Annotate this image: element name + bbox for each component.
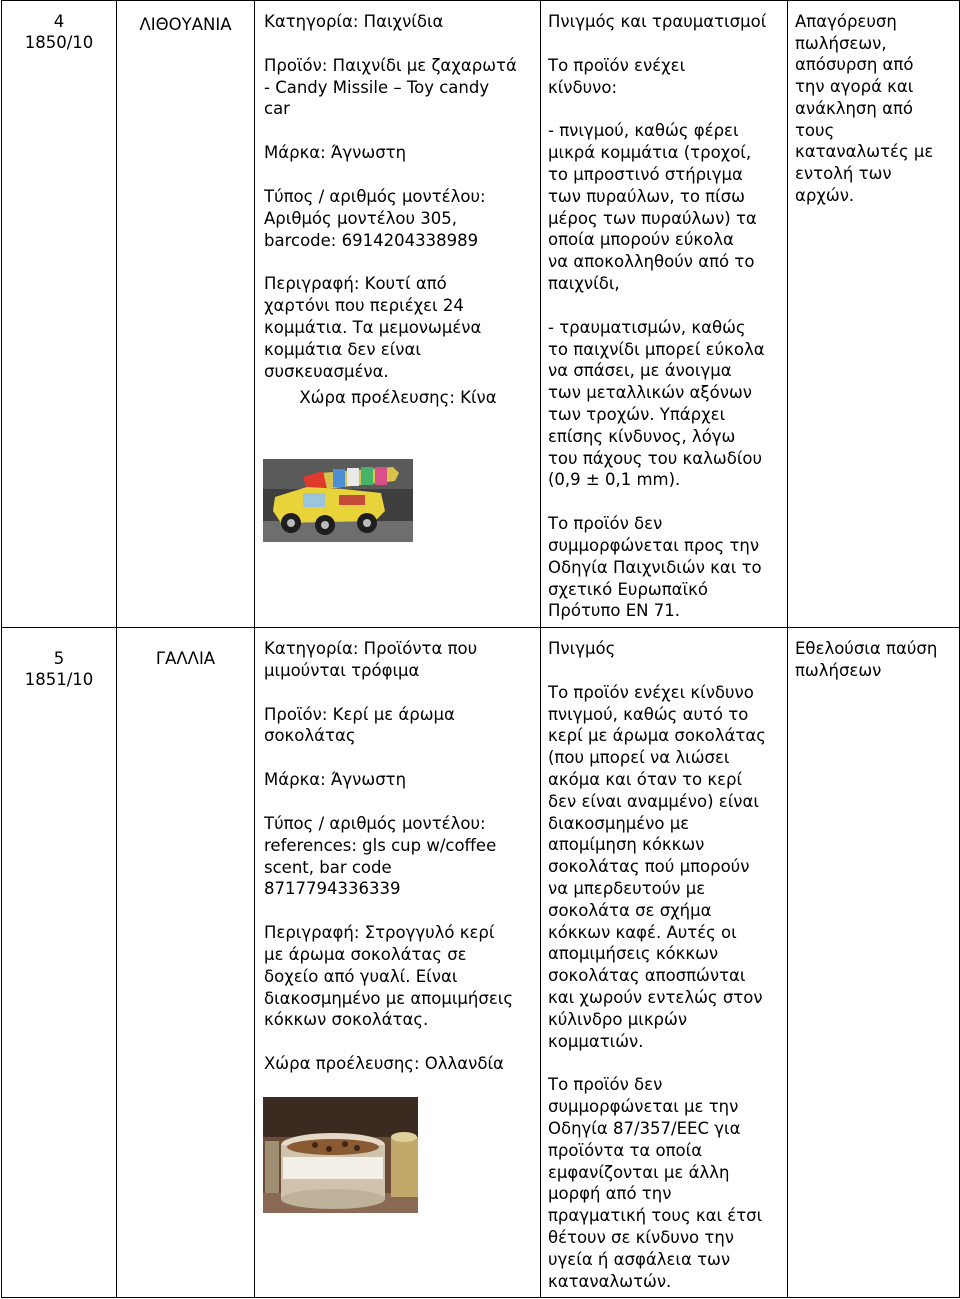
product-brand: Μάρκα: Άγνωστη — [264, 770, 407, 790]
risk-description: Το προϊόν ενέχει κίνδυνο πνιγμού, καθώς αυτό το κερί με άρωμα σοκολάτας (που μπορεί να λιώσει ακόμα και όταν το κερί δεν είναι αναμμένο) είναι διακοσμημένο με απομίμηση κόκκων σοκολάτας πού μπορούν να μπερδευτούν με σοκολάτα σε σχήμα κόκκων καφέ. Αυτές οι απομιμήσεις κόκκων σοκολάτας αποσπώνται και χωρούν εντελώς στον κύλινδρο μικρών κομματιών. — [548, 682, 766, 1051]
notifying-country-cell — [117, 628, 255, 1298]
product-category: Κατηγορία: Παιχνίδια — [264, 12, 444, 31]
notifying-country: ΛΙΘΟΥΑΝΙΑ — [139, 15, 232, 34]
measures-cell — [788, 628, 960, 1298]
table-row — [2, 628, 960, 1298]
risk-type: Πνιγμός και τραυματισμοί — [548, 12, 767, 31]
risk-type: Πνιγμός — [548, 639, 616, 658]
product-photo-toy-candy-car — [263, 459, 413, 542]
notifying-country: ΓΑΛΛΙΑ — [155, 649, 216, 668]
product-description: Περιγραφή: Κουτί από χαρτόνι που περιέχει 24 κομμάτια. Τα μεμονωμένα κομμάτια δεν είναι συσκευασμένα. — [264, 274, 482, 381]
risk-compliance: Το προϊόν δεν συμμορφώνεται με την Οδηγία 87/357/ΕΕC για προϊόντα τα οποία εμφανίζονται με άλλη μορφή από την πραγματική τους και έτσι θέτουν σε κίνδυνο την υγεία ή ασφάλεια των καταναλωτών. — [548, 1075, 763, 1291]
product-brand: Μάρκα: Άγνωστη — [264, 143, 407, 163]
measures-cell — [788, 1, 960, 628]
notifying-country-cell — [117, 1, 255, 628]
risk-cell — [541, 1, 788, 628]
product-cell — [255, 1, 541, 628]
notification-number: 5 — [53, 649, 65, 668]
risk-description: Το προϊόν ενέχει κίνδυνο: — [548, 55, 686, 97]
notification-reference: 1851/10 — [24, 670, 94, 689]
notification-number-cell — [2, 1, 117, 628]
notifications-table — [1, 0, 960, 1298]
product-model: Τύπος / αριθμός μοντέλου: Αριθμός μοντέλου 305, barcode: 6914204338989 — [264, 186, 486, 250]
product-cell — [255, 628, 541, 1298]
table-row — [2, 1, 960, 628]
risk-cell — [541, 628, 788, 1298]
product-description: Περιγραφή: Στρογγυλό κερί με άρωμα σοκολάτας σε δοχείο από γυαλί. Είναι διακοσμημένο με απομιμήσεις κόκκων σοκολάτας. — [264, 923, 514, 1030]
product-name: Προϊόν: Παιχνίδι με ζαχαρωτά - Candy Missile – Toy candy car — [264, 55, 517, 119]
notification-number-cell — [2, 628, 117, 1298]
measures-taken: Εθελούσια παύση πωλήσεων — [795, 639, 938, 680]
risk-description: - τραυματισμών, καθώς το παιχνίδι μπορεί εύκολα να σπάσει, με άνοιγμα των μεταλλικών αξόνων των τροχών. Υπάρχει επίσης κίνδυνος, λόγω του πάχους του καλωδίου (0,9 ± 0,1 mm). — [548, 317, 765, 490]
measures-taken: Απαγόρευση πωλήσεων, απόσυρση από την αγορά και ανάκληση από τους καταναλωτές με εντολή των αρχών. — [795, 12, 934, 205]
product-model: Τύπος / αριθμός μοντέλου: references: gls cup w/coffee scent, bar code 8717794336339 — [264, 813, 497, 899]
product-name: Προϊόν: Κερί με άρωμα σοκολάτας — [264, 704, 455, 746]
risk-description: - πνιγμού, καθώς φέρει μικρά κομμάτια (τροχοί, το μπροστινό στήριγμα των πυραύλων, το πίσω μέρος των πυραύλων) τα οποία μπορούν εύκολα να αποκολληθούν από το παιχνίδι, — [548, 121, 757, 293]
notification-reference: 1850/10 — [24, 33, 94, 52]
notification-number: 4 — [53, 12, 65, 31]
product-origin: Χώρα προέλευσης: Κίνα — [299, 388, 497, 408]
product-category: Κατηγορία: Προϊόντα που μιμούνται τρόφιμα — [264, 639, 478, 680]
risk-compliance: Το προϊόν δεν συμμορφώνεται προς την Οδηγία Παιχνιδιών και το σχετικό Ευρωπαϊκό Πρότυπο EN 71. — [548, 514, 762, 621]
product-photo-chocolate-candle — [263, 1097, 418, 1213]
product-origin: Χώρα προέλευσης: Ολλανδία — [264, 1054, 504, 1074]
